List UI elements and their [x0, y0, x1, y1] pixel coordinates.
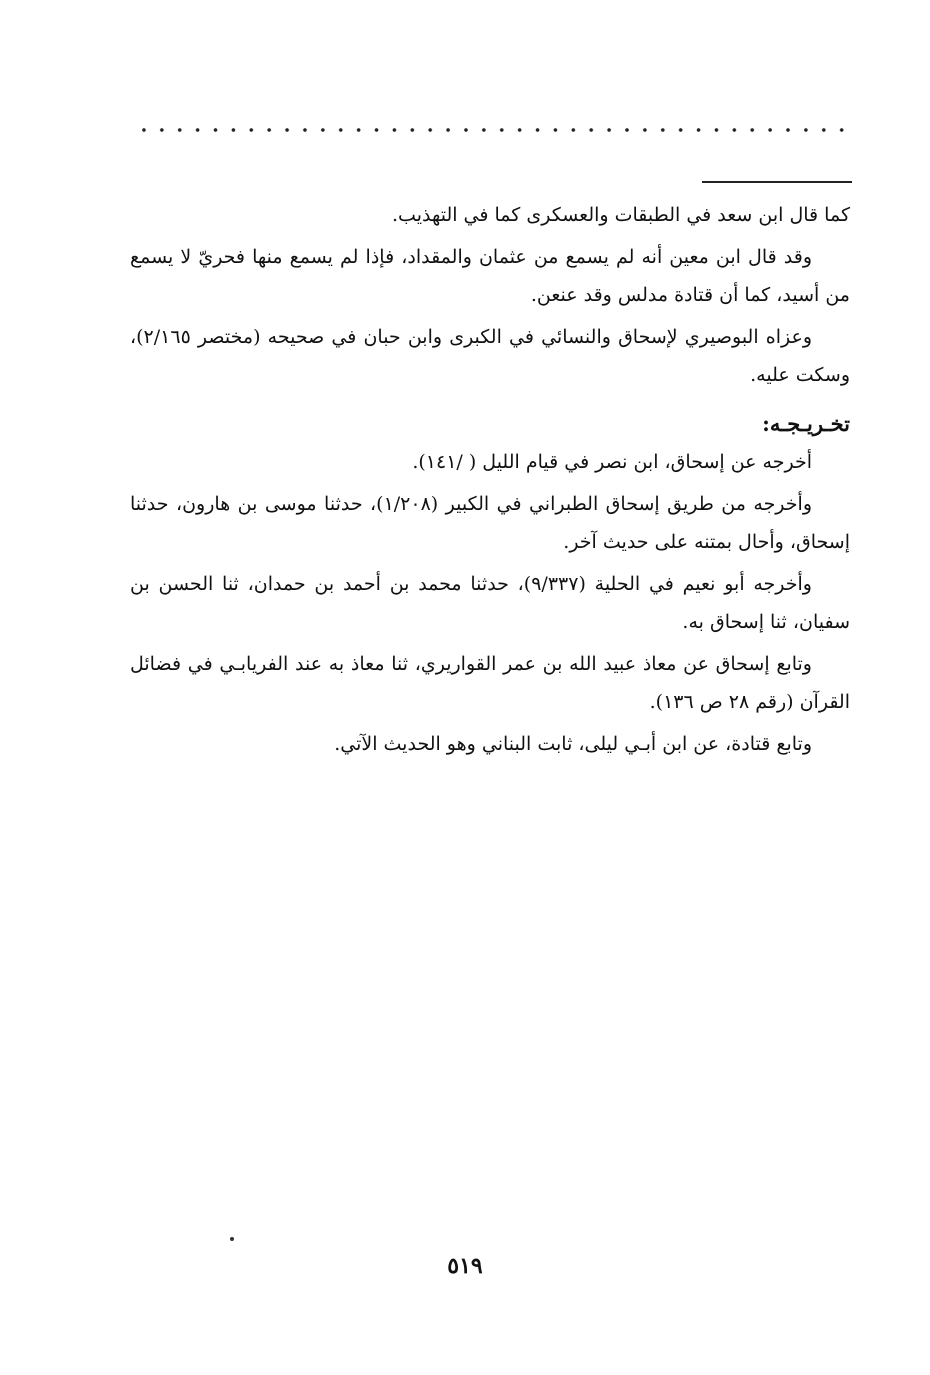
dotted-separator: [135, 124, 853, 136]
text-body: [130, 196, 850, 766]
takhrij-paragraph: أخرجه عن إسحاق، ابن نصر في قيام الليل ( /١٤١).: [412, 451, 812, 473]
footnote-paragraph: وقد قال ابن معين أنه لم يسمع من عثمان والمقداد، فإذا لم يسمع منها فحريّ لا يسمع من أسيد، كما أن قتادة مدلس وقد عنعن.: [130, 245, 850, 306]
footnote-paragraph: وعزاه البوصيري لإسحاق والنسائي في الكبرى وابن حبان في صحيحه (مختصر ٢/١٦٥)، وسكت عليه.: [130, 325, 850, 386]
footnote-paragraph: كما قال ابن سعد في الطبقات والعسكرى كما في التهذيب.: [392, 204, 850, 226]
page-number: ٥١٩: [447, 1253, 483, 1279]
takhrij-paragraph: وأخرجه أبو نعيم في الحلية (٩/٣٣٧)، حدثنا محمد بن أحمد بن حمدان، ثنا الحسن بن سفيان، ثنا إسحاق به.: [130, 572, 850, 633]
takhrij-paragraph: وتابع إسحاق عن معاذ عبيد الله بن عمر القواريري، ثنا معاذ به عند الفريابـي في فضائل القرآن (رقم ٢٨ ص ١٣٦).: [130, 652, 850, 713]
takhrij-paragraph: وتابع قتادة، عن ابن أبـي ليلى، ثابت البناني وهو الحديث الآتي.: [334, 732, 812, 755]
scan-speck: [230, 1237, 234, 1241]
takhrij-heading: تخـريـجـه:: [762, 410, 850, 436]
footnote-rule: [702, 181, 852, 183]
takhrij-paragraph: وأخرجه من طريق إسحاق الطبراني في الكبير (١/٢٠٨)، حدثنا موسى بن هارون، حدثنا إسحاق، وأحال بمتنه على حديث آخر.: [130, 492, 850, 553]
